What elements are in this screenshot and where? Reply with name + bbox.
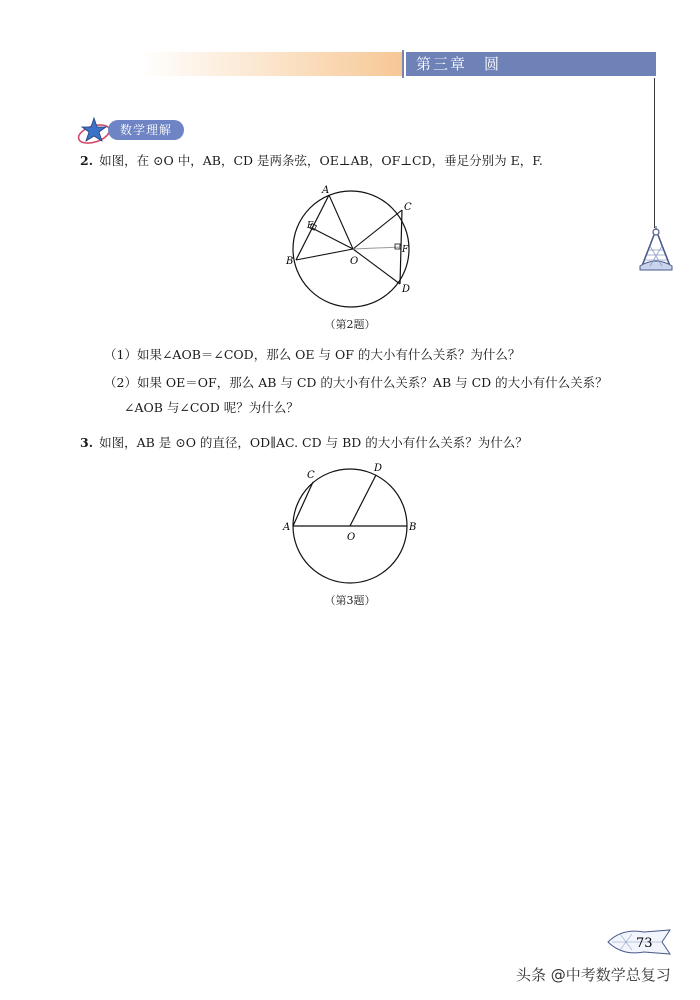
segment-ob [296,249,353,260]
label-f: F [402,245,409,255]
question-3 [80,434,528,452]
label-b: B [409,522,417,533]
label-d: D [374,463,383,474]
chord-ac [293,482,313,526]
question-2-part-2: （2）如果 OE＝OF，那么 AB 与 CD 的大小有什么关系？AB 与 CD 的大小有什么关系？ [104,375,608,390]
label-c: C [307,470,315,481]
header-separator [402,50,404,78]
question-text: 如图，AB 是 ⊙O 的直径，OD∥AC. CD 与 BD 的大小有什么关系？为什么？ [99,435,528,450]
label-c: C [404,202,412,213]
page-number: 73 [636,936,653,951]
label-b: B [286,256,294,267]
caption-q2: （第2题） [324,318,376,331]
segment-oe [312,228,353,249]
caption-q3: （第3题） [324,594,376,607]
segment-oa [329,195,353,249]
segment-oc [353,210,402,249]
figure-q2 [280,184,420,314]
question-number: 2. [80,153,94,168]
segment-of [353,247,401,249]
question-2-part-1: （1）如果∠AOB＝∠COD，那么 OE 与 OF 的大小有什么关系？为什么？ [104,347,521,362]
label-o: O [350,256,359,267]
label-d: D [402,284,411,295]
question-2-part-2-cont: ∠AOB 与∠COD 呢？为什么？ [124,400,299,415]
header-gradient [140,52,402,76]
chapter-title: 第三章 圆 [406,52,656,76]
side-rule [654,78,655,228]
label-o: O [347,532,356,543]
segment-od [353,249,400,284]
question-number: 3. [80,435,94,450]
question-2 [80,152,543,170]
segment-od [350,475,376,526]
section-badge: 数学理解 [108,120,184,140]
label-a: A [283,522,291,533]
compass-icon [636,226,676,272]
figure-q3 [280,460,420,590]
label-e: E [307,221,314,231]
page-number-badge [604,924,674,960]
question-text: 如图，在 ⊙O 中，AB，CD 是两条弦，OE⊥AB，OF⊥CD，垂足分别为 E，F. [99,153,543,168]
right-angle-f [395,244,400,249]
label-a: A [322,185,330,196]
watermark: 头条 @中考数学总复习 [516,966,671,984]
